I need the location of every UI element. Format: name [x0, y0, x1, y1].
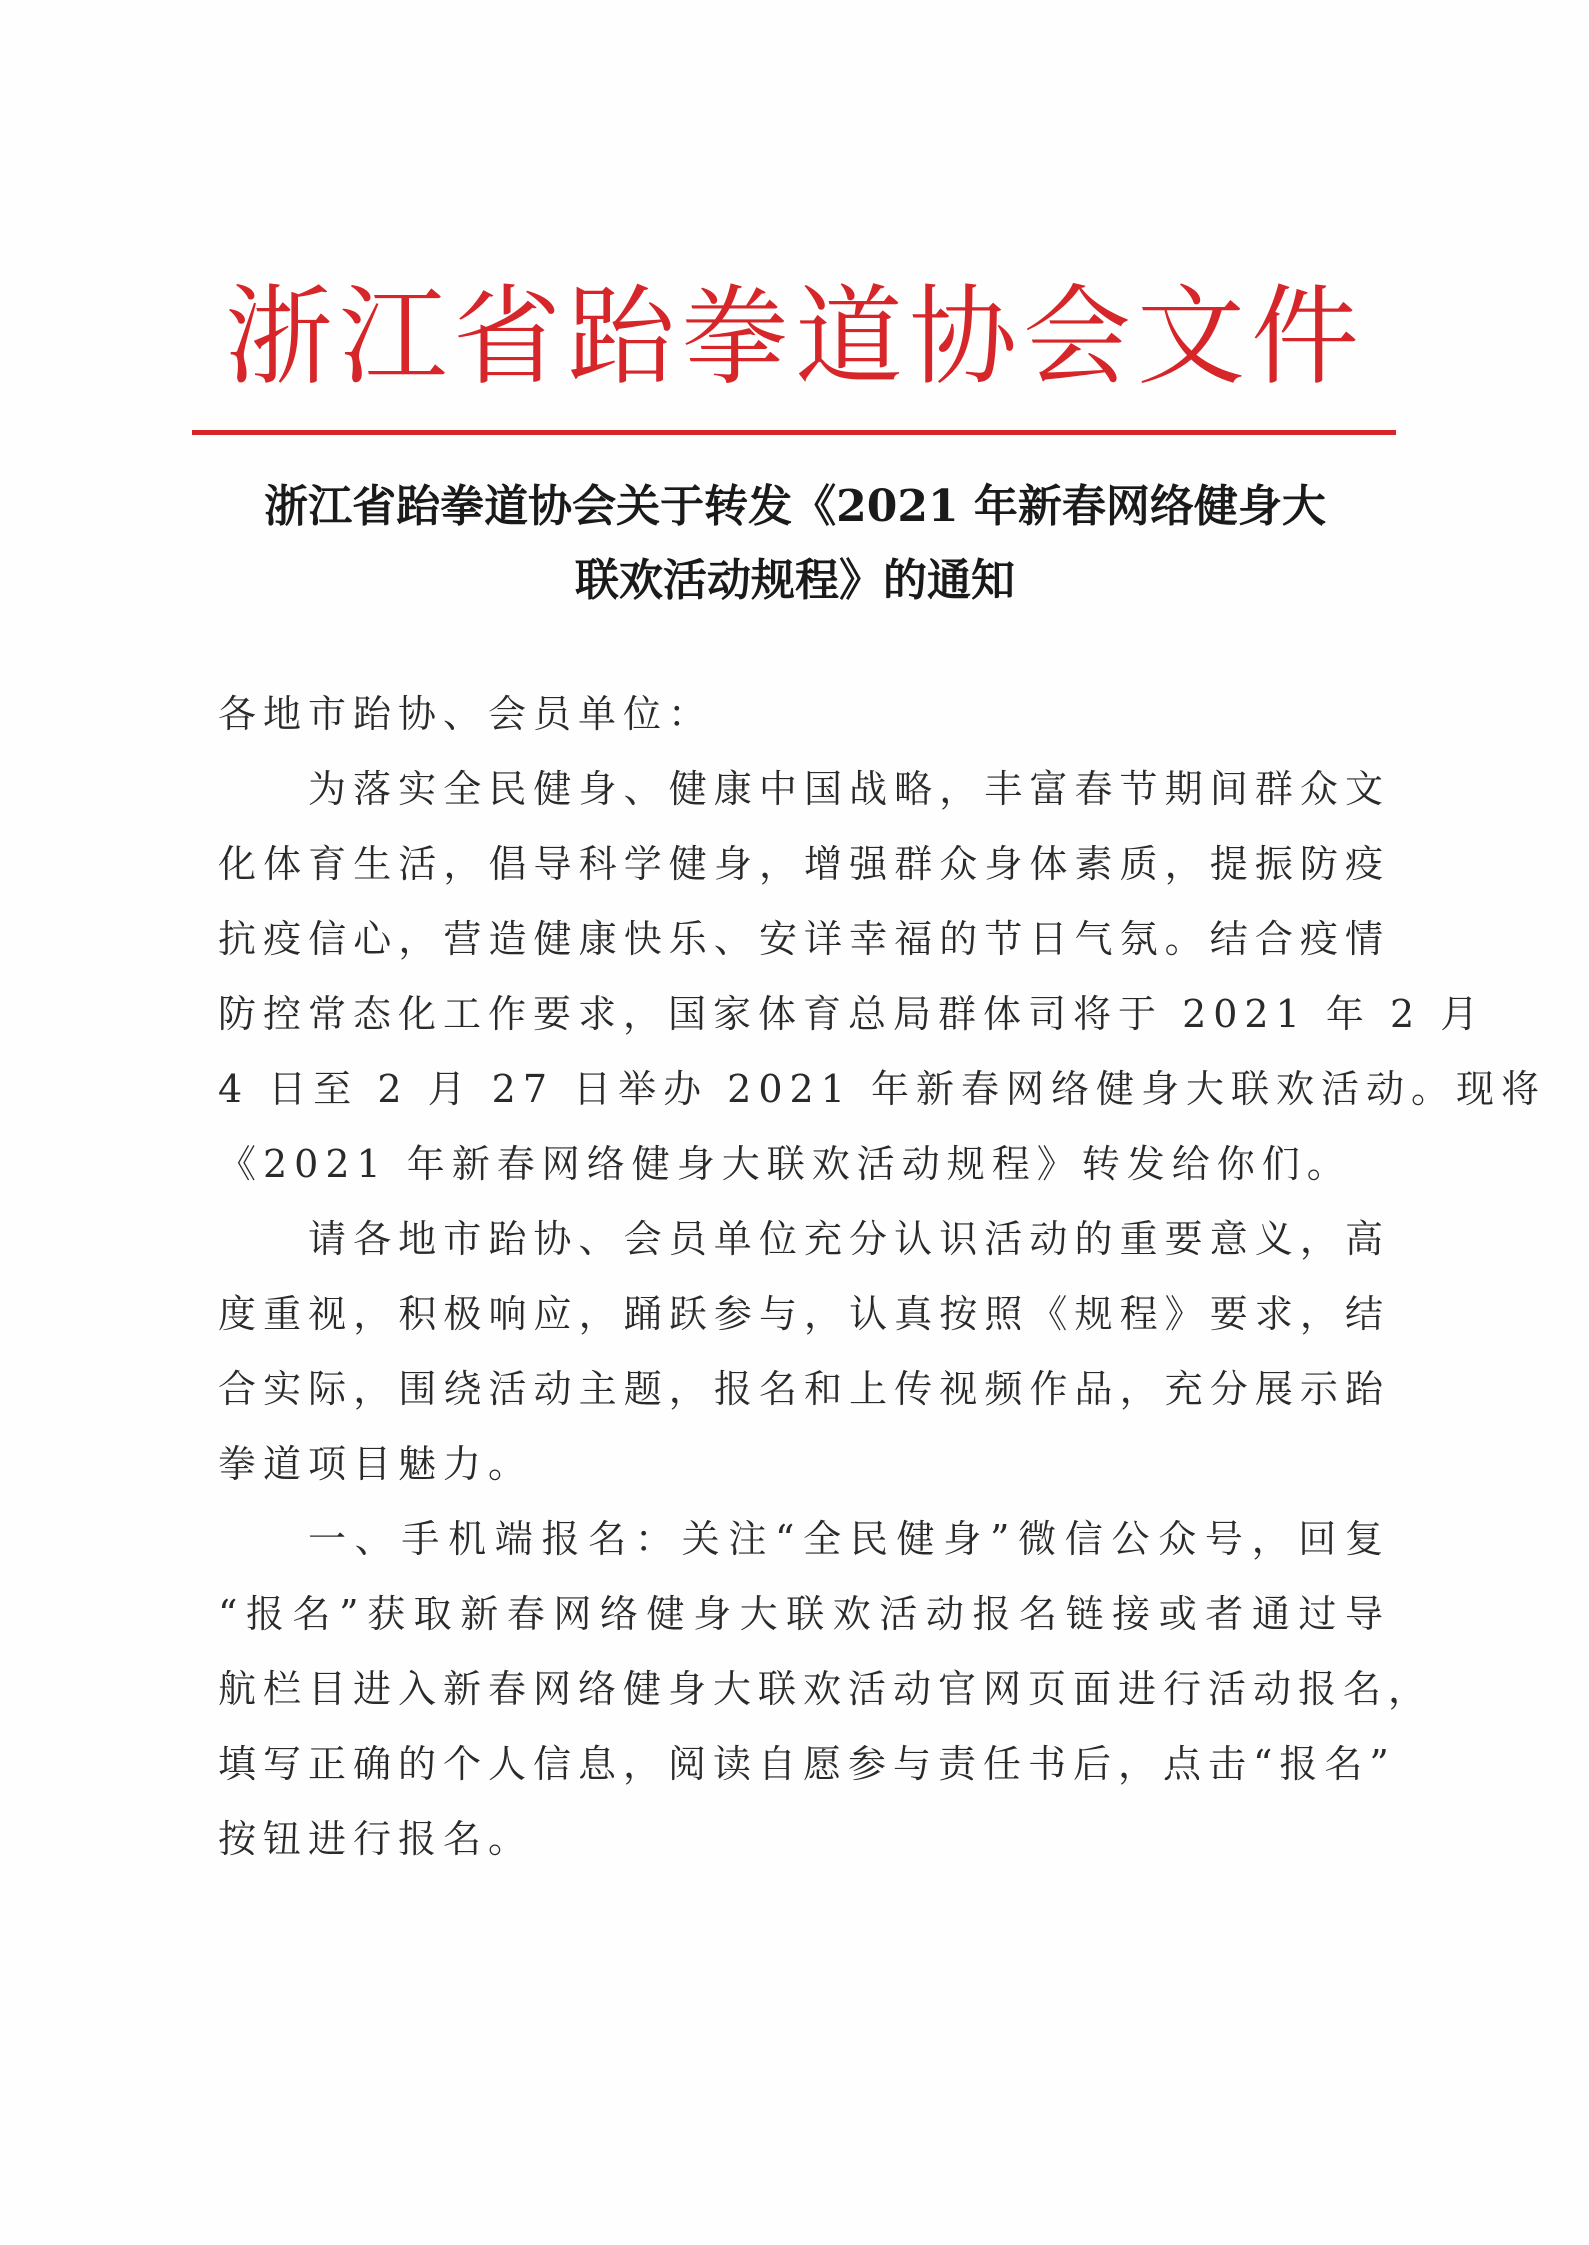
- document-title: [180, 470, 1410, 618]
- paragraph-1-line: 《2021 年新春网络健身大联欢活动规程》转发给你们。: [218, 1142, 1352, 1186]
- paragraph-3-line: “报名”获取新春网络健身大联欢活动报名链接或者通过导: [218, 1592, 1390, 1636]
- paragraph-2-line: 合实际，围绕活动主题，报名和上传视频作品，充分展示跆: [218, 1367, 1390, 1411]
- salutation: 各地市跆协、会员单位：: [218, 692, 714, 736]
- paragraph-1-line: 为落实全民健身、健康中国战略，丰富春节期间群众文: [308, 767, 1390, 811]
- masthead-red-rule: [192, 430, 1396, 435]
- paragraph-1-line: 防控常态化工作要求，国家体育总局群体司将于 2021 年 2 月: [218, 992, 1486, 1036]
- document-title-line: 联欢活动规程》的通知: [575, 555, 1015, 606]
- document-title-line: 浙江省跆拳道协会关于转发《2021 年新春网络健身大: [264, 481, 1326, 532]
- masthead-title: 浙江省跆拳道协会文件: [224, 275, 1365, 400]
- paragraph-1-line: 4 日至 2 月 27 日举办 2021 年新春网络健身大联欢活动。现将: [218, 1067, 1546, 1111]
- paragraph-3-line: 航栏目进入新春网络健身大联欢活动官网页面进行活动报名，: [218, 1667, 1434, 1711]
- document-body: [218, 677, 1546, 1877]
- paragraph-2-line: 度重视，积极响应，踊跃参与，认真按照《规程》要求，结: [218, 1292, 1390, 1336]
- paragraph-3-line: 按钮进行报名。: [218, 1817, 534, 1861]
- paragraph-1-line: 化体育生活，倡导科学健身，增强群众身体素质，提振防疫: [218, 842, 1390, 886]
- paragraph-2-line: 请各地市跆协、会员单位充分认识活动的重要意义，高: [308, 1217, 1390, 1261]
- paragraph-3-line: 填写正确的个人信息，阅读自愿参与责任书后，点击“报名”: [218, 1742, 1396, 1786]
- paragraph-3-line: 一、手机端报名：关注“全民健身”微信公众号，回复: [308, 1517, 1390, 1561]
- paragraph-2-line: 拳道项目魅力。: [218, 1442, 534, 1486]
- paragraph-1-line: 抗疫信心，营造健康快乐、安详幸福的节日气氛。结合疫情: [218, 917, 1390, 961]
